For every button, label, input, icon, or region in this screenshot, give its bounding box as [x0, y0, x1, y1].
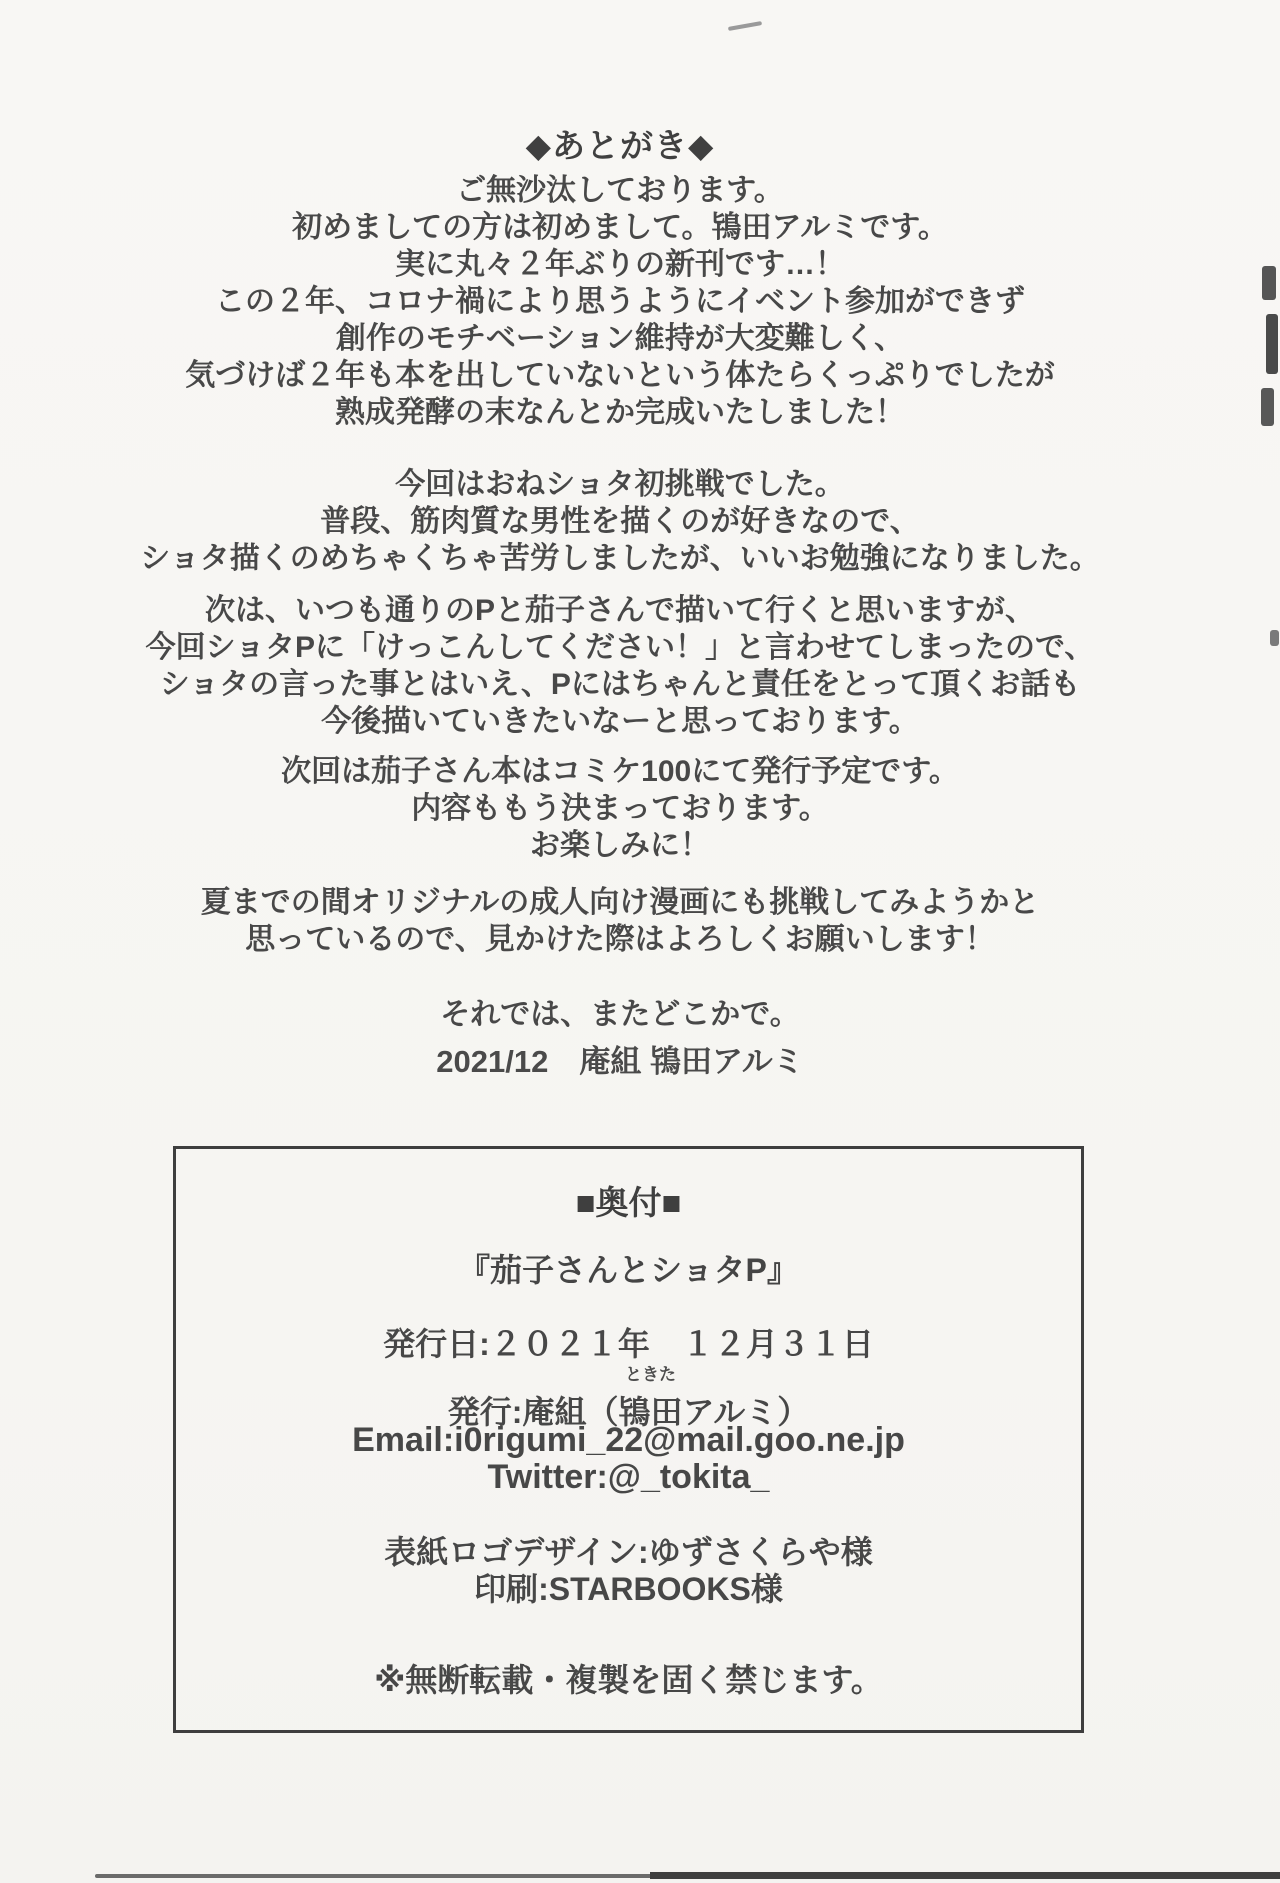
afterword-heading-row: [70, 120, 1170, 167]
colophon-box: [173, 1146, 1084, 1733]
colophon-publisher-suffix: アルミ）: [682, 1394, 810, 1430]
scan-artifact-right-edge-2: [1266, 314, 1278, 374]
colophon-email: Email:i0rigumi_22@mail.goo.ne.jp: [352, 1421, 905, 1459]
afterword-line: ご無沙汰しております。: [456, 174, 784, 207]
afterword-paragraph-5: [70, 884, 1170, 958]
afterword-paragraph-1: [70, 172, 1170, 431]
afterword-title: ◆あとがき◆: [525, 127, 715, 164]
afterword-line: 熟成発酵の末なんとか完成いたしました！: [335, 396, 905, 429]
afterword-line: お楽しみに！: [530, 829, 710, 862]
afterword-line: 創作のモチベーション維持が大変難しく、: [335, 322, 905, 355]
scan-artifact-right-edge-3: [1261, 388, 1274, 426]
scan-artifact-right-edge-4: [1270, 630, 1279, 646]
colophon-publisher-prefix: 発行:庵組（: [447, 1394, 619, 1430]
afterword-line: 実に丸々２年ぶりの新刊です…！: [395, 248, 845, 281]
afterword-line: 初めましての方は初めまして。鴇田アルミです。: [292, 211, 948, 244]
afterword-paragraph-6: [70, 996, 1170, 1033]
afterword-line: 思っているので、見かけた際はよろしくお願いします！: [245, 923, 995, 956]
colophon-publisher-furigana: ときた: [624, 1365, 676, 1384]
colophon-logo-design: 表紙ロゴデザイン:ゆずさくらや様: [384, 1534, 873, 1570]
afterword-paragraph-2: [70, 466, 1170, 577]
afterword-line: 次回は茄子さん本はコミケ100にて発行予定です。: [281, 755, 959, 788]
colophon-header: ■奥付■: [575, 1184, 682, 1221]
afterword-line: 今回はおねショタ初挑戦でした。: [395, 468, 845, 501]
afterword-line: 夏までの間オリジナルの成人向け漫画にも挑戦してみようかと: [200, 886, 1040, 919]
afterword-signature: 2021/12 庵組 鴇田アルミ: [436, 1044, 804, 1079]
scan-artifact-bottom-edge-right: [650, 1872, 1280, 1879]
scan-artifact-top-mark: [728, 21, 762, 31]
afterword-line: ショタの言った事とはいえ、Pにはちゃんと責任をとって頂くお話も: [159, 668, 1081, 701]
afterword-line: 次は、いつも通りのPと茄子さんで描いて行くと思いますが、: [204, 594, 1035, 627]
colophon-publish-date: 発行日:２０２１年 １２月３１日: [383, 1326, 874, 1362]
afterword-line: 内容ももう決まっております。: [411, 792, 829, 825]
afterword-signature-row: [70, 1043, 1170, 1080]
colophon-copyright: ※無断転載・複製を固く禁じます。: [374, 1662, 883, 1698]
afterword-line: 気づけば２年も本を出していないという体たらくっぷりでしたが: [185, 359, 1055, 392]
colophon-printer: 印刷:STARBOOKS様: [474, 1571, 783, 1607]
afterword-line: 普段、筋肉質な男性を描くのが好きなので、: [320, 505, 920, 538]
afterword-line: 今回ショタPに「けっこんしてください！」と言わせてしまったので、: [145, 631, 1095, 664]
colophon-publisher-name-base: 鴇田: [618, 1394, 683, 1430]
scan-artifact-right-edge-1: [1262, 266, 1276, 300]
afterword-line: この２年、コロナ禍により思うようにイベント参加ができず: [215, 285, 1025, 318]
afterword-paragraph-4: [70, 753, 1170, 864]
colophon-book-title: 『茄子さんとショタP』: [458, 1252, 799, 1288]
afterword-paragraph-3: [70, 592, 1170, 740]
scan-artifact-bottom-edge-left: [95, 1874, 655, 1878]
colophon-twitter: Twitter:@_tokita_: [487, 1458, 770, 1496]
afterword-line: ショタ描くのめちゃくちゃ苦労しましたが、いいお勉強になりました。: [140, 542, 1100, 575]
afterword-line: それでは、またどこかで。: [440, 998, 800, 1031]
afterword-line: 今後描いていきたいなーと思っております。: [321, 705, 919, 738]
